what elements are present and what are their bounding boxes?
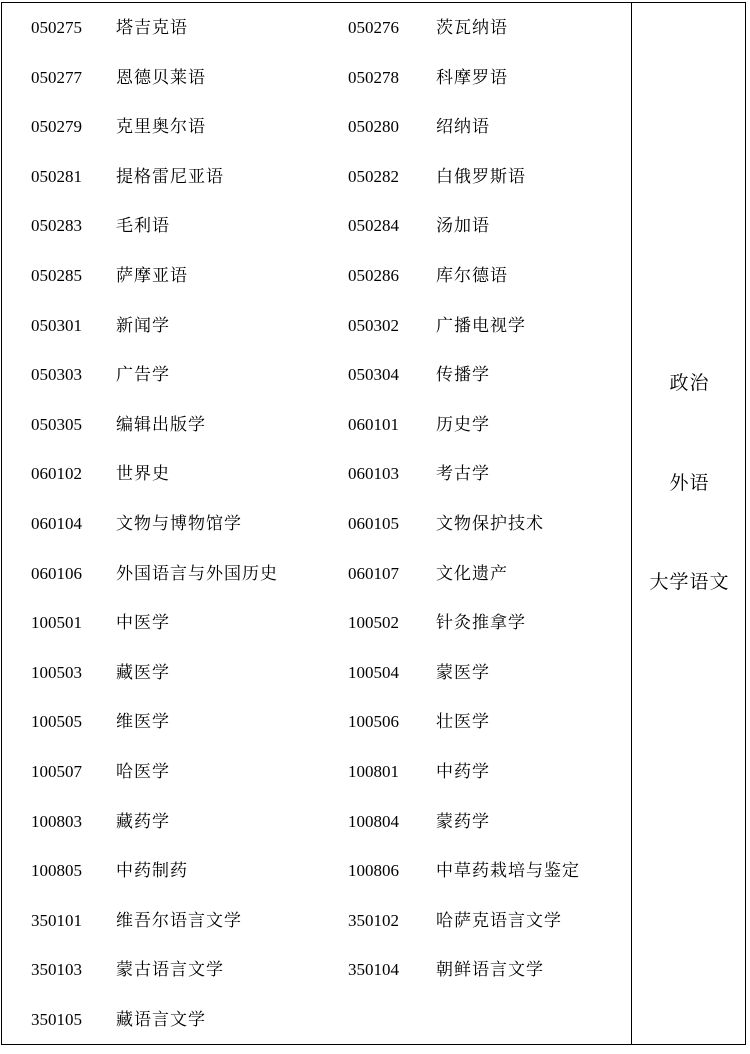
major-name: 维医学 — [116, 712, 170, 732]
major-code: 100507 — [31, 761, 82, 781]
major-code: 350103 — [31, 960, 82, 980]
major-name: 文化遗产 — [436, 563, 508, 583]
table-row — [2, 856, 631, 906]
major-code: 060106 — [31, 563, 82, 583]
major-code: 050282 — [348, 166, 399, 186]
subject-politics: 政治 — [669, 373, 710, 394]
major-name: 中药学 — [436, 761, 490, 781]
major-name: 中药制药 — [116, 861, 188, 881]
major-name: 恩德贝莱语 — [116, 67, 206, 87]
table-row — [2, 1005, 631, 1054]
major-name: 蒙医学 — [436, 662, 490, 682]
table-row — [2, 360, 631, 410]
major-code: 100803 — [31, 811, 82, 831]
major-name: 哈医学 — [116, 761, 170, 781]
major-code: 050303 — [31, 365, 82, 385]
major-code: 350105 — [31, 1009, 82, 1029]
major-code: 100501 — [31, 613, 82, 633]
major-code: 350104 — [348, 960, 399, 980]
major-name: 塔吉克语 — [116, 18, 188, 37]
major-name: 哈萨克语言文学 — [436, 910, 562, 930]
major-name: 世界史 — [116, 464, 170, 484]
major-code: 100505 — [31, 712, 82, 732]
table-row — [2, 459, 631, 509]
major-name: 维吾尔语言文学 — [116, 910, 242, 930]
major-name: 新闻学 — [116, 315, 170, 335]
table-row — [2, 955, 631, 1005]
major-code: 050304 — [348, 365, 399, 385]
major-code: 050305 — [31, 414, 82, 434]
major-code: 060105 — [348, 513, 399, 533]
major-code: 100806 — [348, 861, 399, 881]
major-name: 毛利语 — [116, 216, 170, 236]
major-code: 050276 — [348, 18, 399, 37]
major-name: 克里奥尔语 — [116, 117, 206, 137]
major-name: 蒙古语言文学 — [116, 960, 224, 980]
table-row — [2, 162, 631, 212]
major-code: 050285 — [31, 265, 82, 285]
major-code: 100805 — [31, 861, 82, 881]
major-name: 藏语言文学 — [116, 1009, 206, 1029]
major-name: 编辑出版学 — [116, 414, 206, 434]
table-row — [2, 311, 631, 361]
table-row — [2, 261, 631, 311]
table-row — [2, 509, 631, 559]
major-code: 050275 — [31, 18, 82, 37]
major-name: 蒙药学 — [436, 811, 490, 831]
major-code: 050301 — [31, 315, 82, 335]
major-name: 绍纳语 — [436, 117, 490, 137]
major-name: 文物保护技术 — [436, 513, 544, 533]
major-rows — [2, 13, 631, 1054]
column-divider — [631, 3, 632, 1044]
subject-college-chinese: 大学语文 — [649, 572, 730, 593]
major-name: 考古学 — [436, 464, 490, 484]
table-row — [2, 757, 631, 807]
major-name: 提格雷尼亚语 — [116, 166, 224, 186]
major-code: 350101 — [31, 910, 82, 930]
table-row — [2, 559, 631, 609]
major-code: 050278 — [348, 67, 399, 87]
major-name: 壮医学 — [436, 712, 490, 732]
major-name: 库尔德语 — [436, 265, 508, 285]
major-code: 100502 — [348, 613, 399, 633]
major-name: 茨瓦纳语 — [436, 18, 508, 37]
major-name: 传播学 — [436, 365, 490, 385]
major-name: 外国语言与外国历史 — [116, 563, 278, 583]
major-name: 历史学 — [436, 414, 490, 434]
table-row — [2, 211, 631, 261]
table-row — [2, 13, 631, 63]
table-row — [2, 807, 631, 857]
major-code: 350102 — [348, 910, 399, 930]
table-row — [2, 608, 631, 658]
major-code: 060101 — [348, 414, 399, 434]
major-code: 060103 — [348, 464, 399, 484]
major-code: 100506 — [348, 712, 399, 732]
table-row — [2, 410, 631, 460]
major-name: 中医学 — [116, 613, 170, 633]
major-name: 广告学 — [116, 365, 170, 385]
major-code: 060107 — [348, 563, 399, 583]
major-code: 050280 — [348, 117, 399, 137]
major-code: 050277 — [31, 67, 82, 87]
major-name: 汤加语 — [436, 216, 490, 236]
major-code: 050284 — [348, 216, 399, 236]
major-code: 050279 — [31, 117, 82, 137]
table-row — [2, 906, 631, 956]
table-row — [2, 63, 631, 113]
major-name: 朝鲜语言文学 — [436, 960, 544, 980]
major-code: 050302 — [348, 315, 399, 335]
major-name: 中草药栽培与鉴定 — [436, 861, 580, 881]
table-row — [2, 658, 631, 708]
major-code: 100504 — [348, 662, 399, 682]
major-code: 060102 — [31, 464, 82, 484]
major-table — [1, 2, 746, 1045]
major-name: 萨摩亚语 — [116, 265, 188, 285]
major-name: 针灸推拿学 — [436, 613, 526, 633]
major-name: 科摩罗语 — [436, 67, 508, 87]
major-code: 100503 — [31, 662, 82, 682]
major-code: 050283 — [31, 216, 82, 236]
major-code: 050281 — [31, 166, 82, 186]
table-row — [2, 707, 631, 757]
major-name: 藏医学 — [116, 662, 170, 682]
major-name: 白俄罗斯语 — [436, 166, 526, 186]
major-code: 100801 — [348, 761, 399, 781]
major-name: 藏药学 — [116, 811, 170, 831]
major-code: 060104 — [31, 513, 82, 533]
major-code: 050286 — [348, 265, 399, 285]
subject-foreign-language: 外语 — [669, 473, 710, 494]
major-name: 文物与博物馆学 — [116, 513, 242, 533]
table-row — [2, 112, 631, 162]
major-name: 广播电视学 — [436, 315, 526, 335]
major-code: 100804 — [348, 811, 399, 831]
